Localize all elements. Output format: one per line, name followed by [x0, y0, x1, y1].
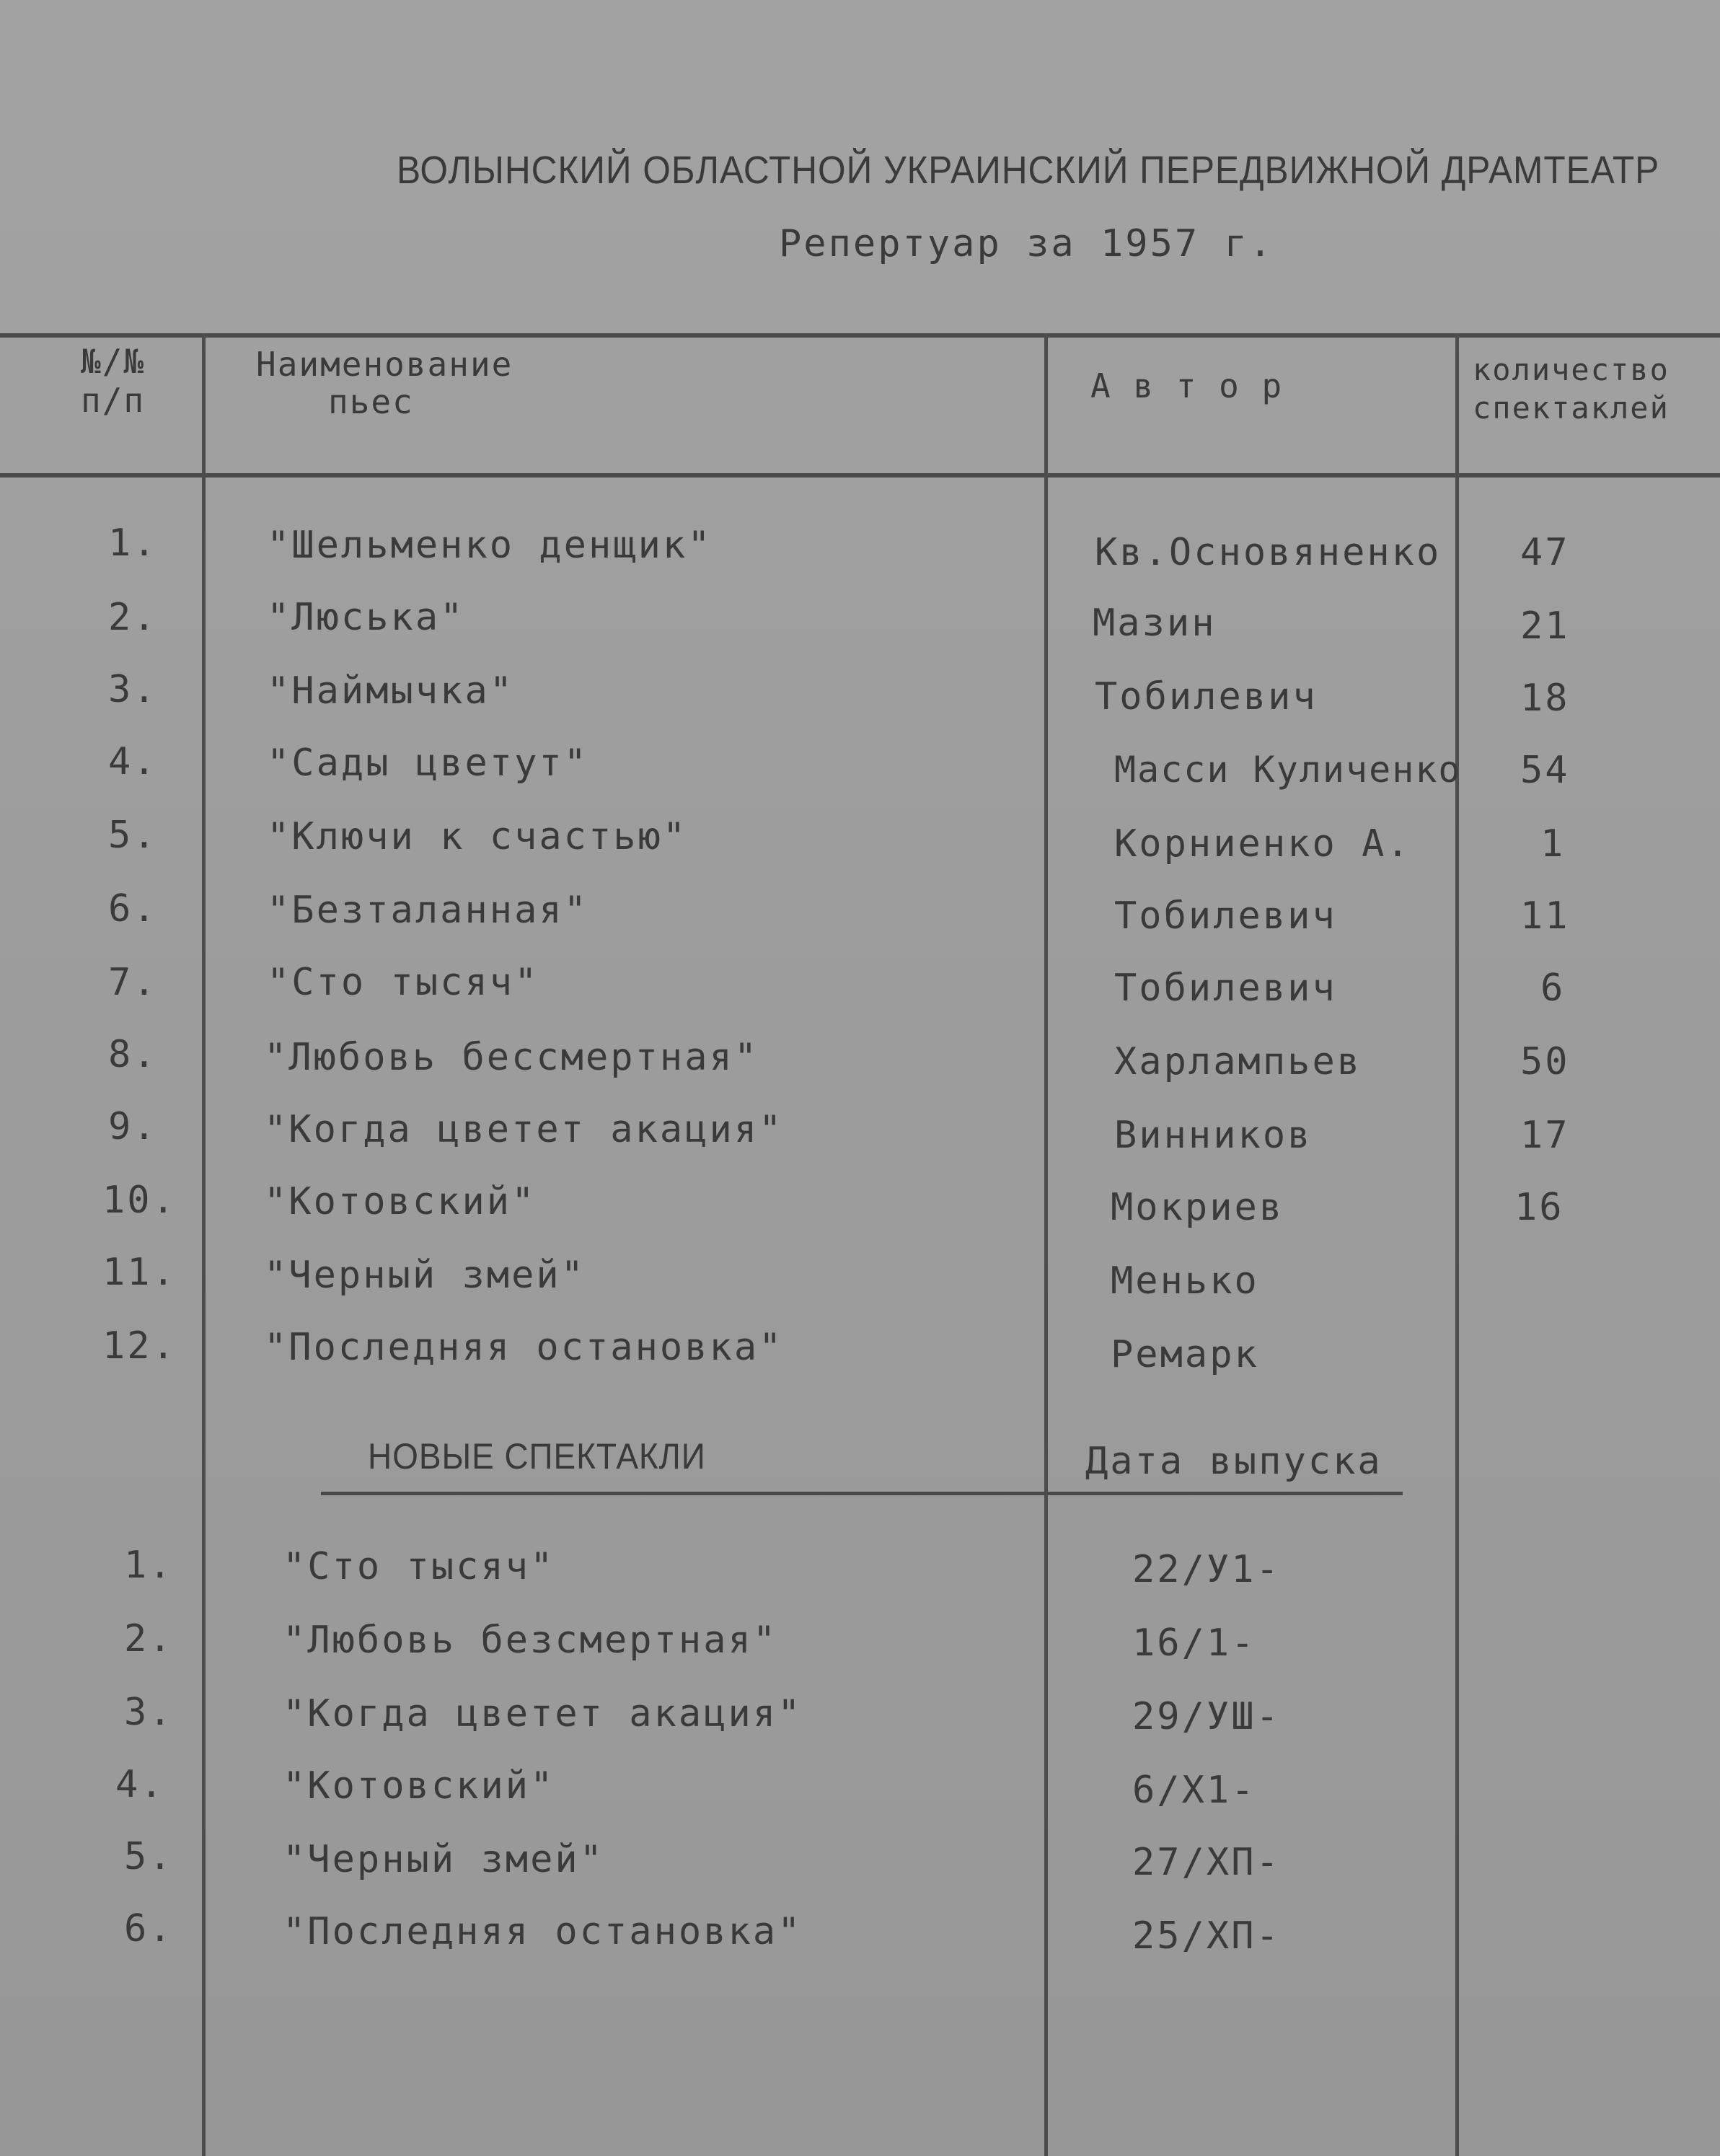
row-author: Тобилевич [1114, 894, 1337, 938]
row-title: "Любовь бессмертная" [264, 1036, 759, 1079]
document-title: ВОЛЫНСКИЙ ОБЛАСТНОЙ УКРАИНСКИЙ ПЕРЕДВИЖНОЙ ДРАМТЕАТР [397, 149, 1660, 192]
row-number: 6. [108, 887, 158, 930]
row-author: Харлампьев [1114, 1040, 1362, 1083]
row-count: 1 [1540, 822, 1566, 866]
row-author: Тобилевич [1095, 675, 1318, 718]
row-author: Кв.Основяненко [1095, 531, 1442, 574]
row-title: "Последняя остановка" [264, 1326, 784, 1369]
new-row-number: 1. [124, 1544, 174, 1587]
row-number: 3. [108, 668, 158, 711]
row-count: 11 [1520, 894, 1570, 938]
row-title: "Котовский" [264, 1180, 537, 1223]
row-author: Масси Куличенко [1114, 749, 1462, 791]
row-number: 4. [108, 740, 158, 783]
column-header-count-line1: количество [1473, 352, 1670, 387]
row-author: Тобилевич [1114, 967, 1337, 1010]
column-divider-author [1044, 333, 1048, 2156]
row-count: 54 [1520, 749, 1570, 792]
new-row-date: 22/У1- [1132, 1548, 1281, 1591]
row-title: "Черный змей" [264, 1254, 586, 1297]
new-row-title: "Когда цветет акация" [283, 1692, 803, 1735]
new-row-title: "Любовь безсмертная" [283, 1619, 778, 1662]
row-title: "Сто тысяч" [267, 961, 539, 1004]
table-header-rule [0, 473, 1720, 478]
column-header-name-line2: пьес [328, 382, 414, 421]
release-date-heading: Дата выпуска [1085, 1440, 1382, 1483]
row-author: Мазин [1093, 602, 1217, 645]
new-row-date: 16/1- [1132, 1622, 1256, 1665]
row-title: "Наймычка" [267, 669, 515, 713]
row-number: 8. [108, 1033, 158, 1076]
row-number: 1. [108, 522, 158, 565]
row-author: Винников [1114, 1114, 1313, 1157]
row-author: Менько [1111, 1259, 1259, 1303]
row-title: "Когда цветет акация" [264, 1108, 784, 1151]
row-title: "Сады цветут" [267, 742, 588, 785]
row-count: 21 [1520, 604, 1570, 648]
new-row-date: 29/УШ- [1132, 1695, 1281, 1738]
row-title: "Шельменко денщик" [267, 524, 713, 567]
row-count: 18 [1520, 677, 1570, 720]
row-number: 7. [108, 961, 158, 1004]
new-row-date: 27/ХП- [1132, 1841, 1281, 1884]
column-header-count-line2: спектаклей [1473, 390, 1670, 426]
row-count: 16 [1514, 1186, 1564, 1229]
row-author: Мокриев [1111, 1186, 1284, 1229]
new-row-number: 3. [124, 1691, 174, 1734]
new-section-heading: НОВЫЕ СПЕКТАКЛИ [368, 1436, 706, 1477]
row-number: 9. [108, 1105, 158, 1148]
new-row-number: 4. [115, 1763, 165, 1806]
new-row-date: 6/Х1- [1132, 1769, 1256, 1812]
new-row-title: "Котовский" [283, 1764, 555, 1808]
new-row-title: "Последняя остановка" [283, 1910, 803, 1953]
new-row-number: 6. [124, 1907, 174, 1950]
new-section-rule [321, 1492, 1403, 1495]
row-number: 12. [102, 1324, 177, 1368]
new-row-title: "Сто тысяч" [283, 1545, 555, 1588]
column-divider-name [202, 333, 206, 2156]
new-row-date: 25/ХП- [1132, 1914, 1281, 1958]
new-row-number: 5. [124, 1835, 174, 1878]
row-author: Корниенко А. [1114, 822, 1411, 866]
row-number: 2. [108, 596, 158, 639]
row-title: "Ключи к счастью" [267, 815, 688, 858]
row-count: 47 [1520, 531, 1570, 574]
column-header-no-line1: №/№ [81, 342, 146, 381]
row-number: 5. [108, 814, 158, 857]
row-author: Ремарк [1111, 1333, 1259, 1376]
column-header-name-line1: Наименование [256, 345, 513, 384]
row-number: 10. [102, 1179, 177, 1222]
row-count: 17 [1520, 1114, 1570, 1157]
column-header-author: А в т о р [1090, 366, 1284, 405]
table-top-rule [0, 333, 1720, 338]
column-divider-count [1455, 333, 1459, 2156]
row-title: "Безталанная" [267, 889, 588, 932]
row-number: 11. [102, 1251, 177, 1294]
document-subtitle: Репертуар за 1957 г. [779, 222, 1274, 265]
row-count: 50 [1520, 1040, 1570, 1083]
row-count: 6 [1540, 967, 1566, 1010]
new-row-title: "Черный змей" [283, 1838, 604, 1881]
row-title: "Люська" [267, 596, 465, 639]
new-row-number: 2. [124, 1617, 174, 1660]
column-header-no-line2: п/п [81, 381, 146, 420]
